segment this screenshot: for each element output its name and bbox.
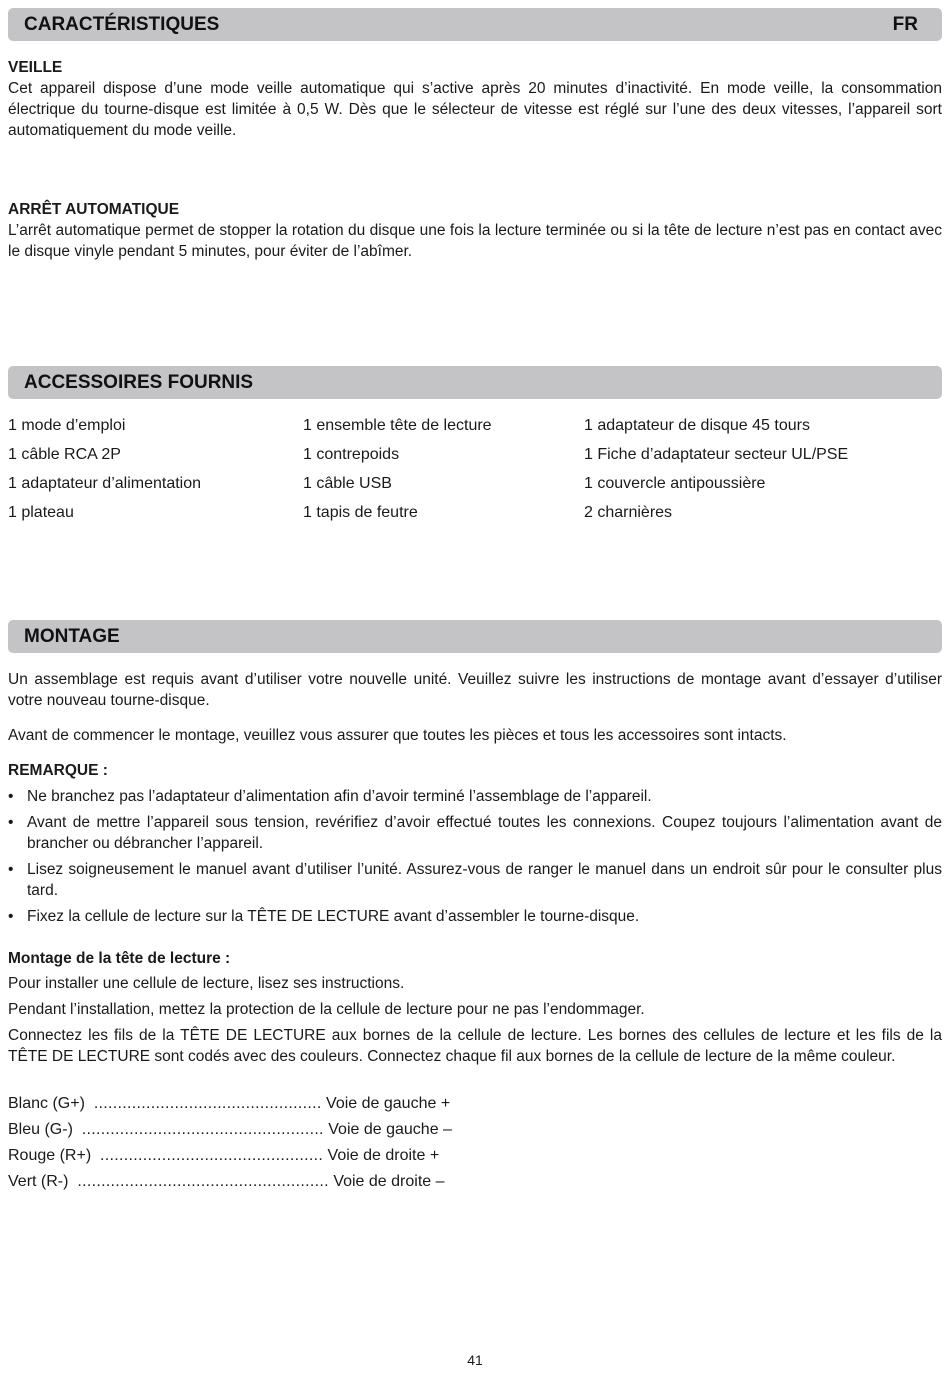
list-item: • Fixez la cellule de lecture sur la TÊTE DE LECTURE avant d’assembler le tourne-disque. (8, 908, 640, 925)
accessory-item: 1 tapis de feutre (303, 504, 418, 521)
arret-text: L’arrêt automatique permet de stopper la rotation du disque une fois la lecture terminée ou si la tête de lecture n’est pas en contact avec le disque vinyle pendant 5 minutes, pour éviter de l’abîmer. (8, 222, 942, 260)
accessory-item: 1 câble USB (303, 475, 392, 492)
veille-heading: VEILLE (8, 59, 63, 76)
wire-row: Blanc (G+) ................................................ Voie de gauche + (8, 1095, 451, 1112)
arret-heading: ARRÊT AUTOMATIQUE (8, 201, 180, 218)
section-header-accessoires (8, 366, 942, 399)
section-title: ACCESSOIRES FOURNIS (24, 372, 254, 393)
wire-row: Rouge (R+) ............................................... Voie de droite + (8, 1147, 440, 1164)
section-header-montage (8, 620, 942, 653)
montage-intro (8, 669, 942, 711)
veille-section (8, 57, 942, 141)
montage-paragraph: Pour installer une cellule de lecture, lisez ses instructions. (8, 975, 405, 992)
list-item: • Lisez soigneusement le manuel avant d’utiliser l’unité. Assurez-vous de ranger le manuel dans un endroit sûr pour le consulter plus tard. (8, 861, 942, 899)
veille-text: Cet appareil dispose d’une mode veille automatique qui s’active après 20 minutes d’inactivité. En mode veille, la consommation électrique du tourne-disque est limitée à 0,5 W. Dès que le sélecteur de vitesse est réglé sur l’une des deux vitesses, l’appareil sort automatiquement du mode veille. (8, 80, 942, 139)
page-number: 41 (467, 1352, 483, 1368)
accessory-item: 1 couvercle antipoussière (584, 475, 766, 492)
list-item: • Avant de mettre l’appareil sous tension, revérifiez d’avoir effectué toutes les connexions. Coupez toujours l’alimentation avant de brancher ou débrancher l’appareil. (8, 814, 942, 852)
accessory-item: 1 mode d’emploi (8, 417, 126, 434)
montage-paragraph: Connectez les fils de la TÊTE DE LECTURE aux bornes de la cellule de lecture. Les bornes des cellules de lecture et les fils de la TÊTE DE LECTURE sont codés avec des couleurs. Connectez chaque fil aux bornes de la cellule de lecture de la même couleur. (8, 1027, 942, 1065)
bullet-icon: • (8, 908, 14, 925)
bullet-icon: • (8, 788, 14, 805)
wire-row: Bleu (G-) ................................................... Voie de gauche – (8, 1121, 452, 1138)
subsection-heading: Montage de la tête de lecture : (8, 950, 231, 967)
accessory-item: 2 charnières (584, 504, 673, 521)
language-code: FR (892, 14, 918, 35)
arret-section (8, 199, 942, 262)
accessory-item: 1 contrepoids (303, 446, 400, 463)
montage-check (8, 725, 942, 746)
montage-paragraph: Un assemblage est requis avant d’utiliser votre nouvelle unité. Veuillez suivre les instructions de montage avant d’essayer d’utiliser votre nouveau tourne-disque. (8, 671, 942, 709)
section-title: MONTAGE (24, 626, 120, 647)
section-title: CARACTÉRISTIQUES (24, 14, 220, 35)
montage-paragraph: Avant de commencer le montage, veuillez vous assurer que toutes les pièces et tous les accessoires sont intacts. (8, 727, 787, 744)
bullet-icon: • (8, 814, 14, 831)
bullet-icon: • (8, 861, 14, 878)
remarque-list (8, 786, 942, 932)
accessory-item: 1 plateau (8, 504, 74, 521)
wire-row: Vert (R-) ..................................................... Voie de droite – (8, 1173, 445, 1190)
accessory-item: 1 câble RCA 2P (8, 446, 121, 463)
montage-paragraph: Pendant l’installation, mettez la protection de la cellule de lecture pour ne pas l’endommager. (8, 1001, 645, 1018)
accessory-item: 1 adaptateur de disque 45 tours (584, 417, 810, 434)
accessory-item: 1 Fiche d’adaptateur secteur UL/PSE (584, 446, 849, 463)
accessory-item: 1 ensemble tête de lecture (303, 417, 492, 434)
remarque-heading: REMARQUE : (8, 762, 108, 779)
section-header-caracteristiques (8, 8, 942, 41)
list-item: • Ne branchez pas l’adaptateur d’alimentation afin d’avoir terminé l’assemblage de l’appareil. (8, 788, 652, 805)
accessory-item: 1 adaptateur d’alimentation (8, 475, 202, 492)
